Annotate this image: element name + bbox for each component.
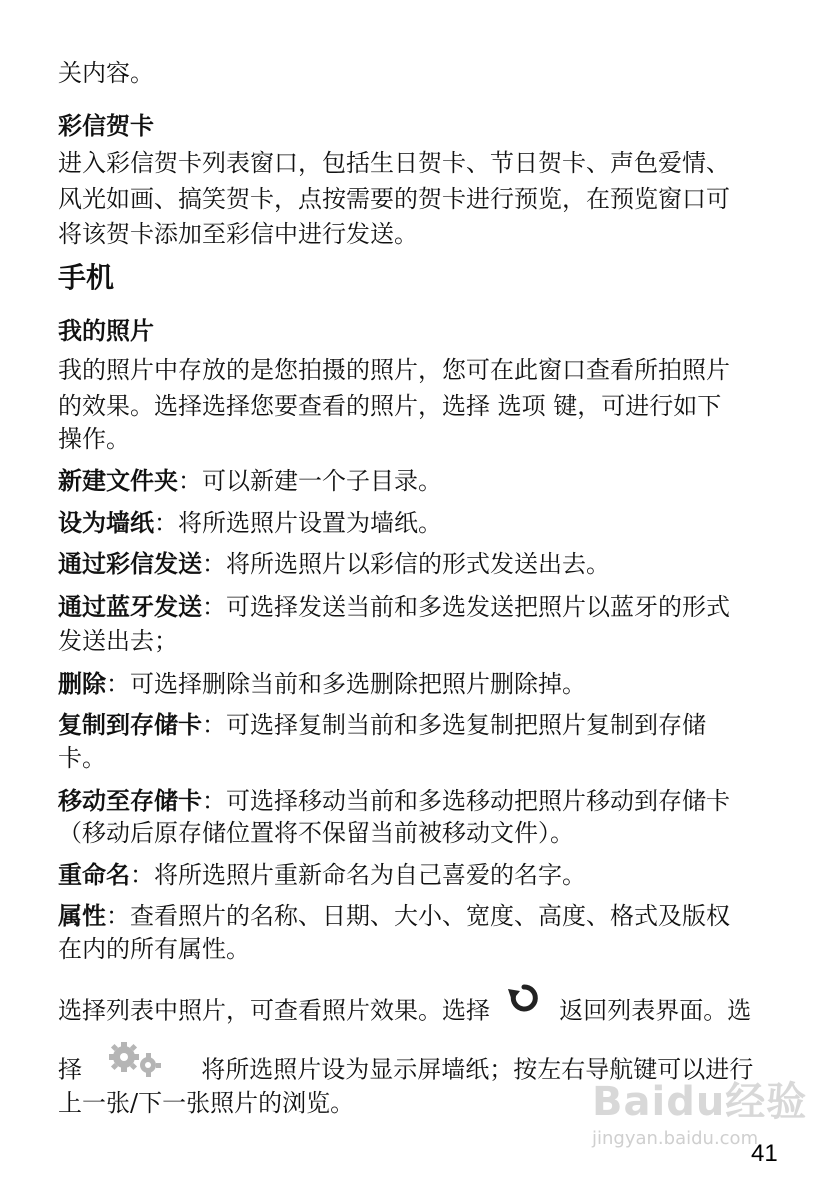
- item-sep: ：: [154, 509, 178, 537]
- item-sep: ：: [202, 593, 226, 621]
- item-term: 属性: [58, 902, 106, 930]
- item-continuation: （移动后原存储位置将不保留当前被移动文件）。: [58, 819, 574, 847]
- item-term: 通过蓝牙发送: [58, 593, 202, 621]
- item-sep: ：: [178, 467, 202, 495]
- item-term: 重命名: [58, 861, 130, 889]
- item-term: 设为墙纸: [58, 509, 154, 537]
- menu-item-properties: [58, 901, 730, 931]
- menu-item-set-wallpaper: [58, 508, 442, 538]
- text-segment: 择: [58, 1055, 82, 1084]
- item-desc: 可以新建一个子目录。: [202, 467, 442, 495]
- text-line: 关内容。: [58, 59, 154, 87]
- item-desc: 查看照片的名称、日期、大小、宽度、高度、格式及版权: [130, 902, 730, 930]
- item-continuation: 在内的所有属性。: [58, 935, 250, 963]
- menu-item-copy-to-card: [58, 710, 706, 740]
- gears-icon: [106, 1039, 164, 1079]
- paragraph-line: 操作。: [58, 425, 130, 453]
- menu-item-send-bluetooth: [58, 592, 730, 622]
- item-term: 通过彩信发送: [58, 550, 202, 578]
- paragraph-line: 进入彩信贺卡列表窗口，包括生日贺卡、节日贺卡、声色爱情、: [58, 149, 730, 177]
- paragraph-line-with-icon: [58, 995, 751, 1029]
- section-heading-my-photos: 我的照片: [58, 317, 154, 345]
- menu-item-rename: [58, 860, 586, 890]
- menu-item-move-to-card: [58, 786, 730, 816]
- item-desc: 可选择移动当前和多选移动把照片移动到存储卡: [226, 787, 730, 815]
- item-sep: ：: [106, 670, 130, 698]
- menu-item-delete: [58, 669, 586, 699]
- item-term: 复制到存储卡: [58, 711, 202, 739]
- text-segment: 将所选照片设为显示屏墙纸；按左右导航键可以进行: [201, 1055, 754, 1084]
- item-term: 删除: [58, 670, 106, 698]
- item-desc: 可选择删除当前和多选删除把照片删除掉。: [130, 670, 586, 698]
- refresh-back-icon: [502, 981, 546, 1015]
- item-sep: ：: [202, 787, 226, 815]
- item-sep: ：: [202, 550, 226, 578]
- item-desc: 可选择复制当前和多选复制把照片复制到存储: [226, 711, 706, 739]
- section-heading-mms-card: 彩信贺卡: [58, 112, 154, 140]
- item-continuation: 发送出去；: [58, 627, 178, 655]
- menu-item-new-folder: [58, 466, 442, 496]
- item-sep: ：: [106, 902, 130, 930]
- item-term: 移动至存储卡: [58, 787, 202, 815]
- item-desc: 将所选照片以彩信的形式发送出去。: [226, 550, 610, 578]
- watermark-site: jingyan.baidu.com: [592, 1128, 759, 1149]
- item-continuation: 卡。: [58, 744, 106, 772]
- item-term: 新建文件夹: [58, 467, 178, 495]
- paragraph-line: 我的照片中存放的是您拍摄的照片，您可在此窗口查看所拍照片: [58, 356, 730, 384]
- section-heading-phone: 手机: [58, 261, 115, 294]
- page-number: 41: [751, 1140, 778, 1167]
- item-desc: 将所选照片设置为墙纸。: [178, 509, 442, 537]
- menu-item-send-mms: [58, 549, 610, 579]
- item-sep: ：: [130, 861, 154, 889]
- paragraph-line: 上一张/下一张照片的浏览。: [58, 1089, 355, 1117]
- paragraph-line: 风光如画、搞笑贺卡，点按需要的贺卡进行预览，在预览窗口可: [58, 185, 730, 213]
- item-sep: ：: [202, 711, 226, 739]
- watermark-brand: Baidu经验: [592, 1079, 808, 1125]
- paragraph-line: 的效果。选择选择您要查看的照片，选择 选项 键，可进行如下: [58, 392, 722, 420]
- text-segment: 选择列表中照片，可查看照片效果。选择: [58, 996, 490, 1025]
- text-segment: 返回列表界面。选: [559, 996, 752, 1025]
- item-desc: 将所选照片重新命名为自己喜爱的名字。: [154, 861, 586, 889]
- paragraph-line: 将该贺卡添加至彩信中进行发送。: [58, 220, 418, 248]
- item-desc: 可选择发送当前和多选发送把照片以蓝牙的形式: [226, 593, 730, 621]
